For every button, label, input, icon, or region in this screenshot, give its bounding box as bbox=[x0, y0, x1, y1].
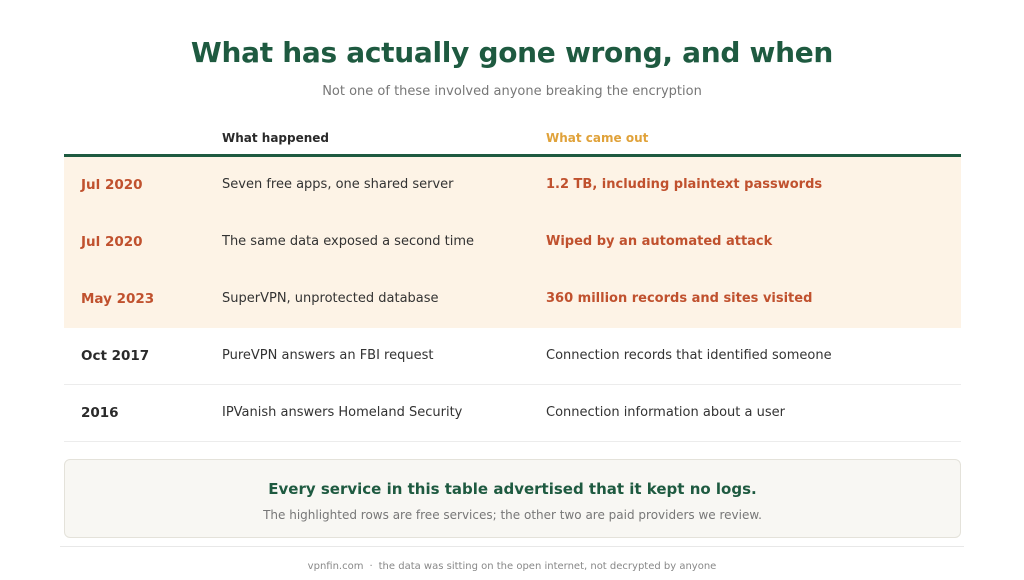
footer-separator: · bbox=[369, 561, 373, 572]
row-what-came-out: Wiped by an automated attack bbox=[546, 234, 773, 249]
row-date: 2016 bbox=[81, 405, 119, 421]
table-header bbox=[64, 126, 961, 157]
page-subtitle: Not one of these involved anyone breaking the encryption bbox=[322, 84, 702, 99]
row-what-happened: SuperVPN, unprotected database bbox=[222, 291, 439, 306]
no-logs-callout bbox=[64, 459, 961, 538]
row-what-happened: PureVPN answers an FBI request bbox=[222, 348, 434, 363]
callout-headline: Every service in this table advertised that it kept no logs. bbox=[268, 480, 757, 498]
column-header-what-happened: What happened bbox=[222, 131, 330, 145]
row-what-came-out: Connection information about a user bbox=[546, 405, 785, 420]
footer bbox=[0, 561, 1024, 572]
row-what-came-out: 1.2 TB, including plaintext passwords bbox=[546, 177, 823, 192]
table-row bbox=[64, 271, 961, 328]
incidents-table bbox=[64, 126, 961, 442]
table-row bbox=[64, 157, 961, 214]
table-row bbox=[64, 385, 961, 442]
row-date: Oct 2017 bbox=[81, 348, 150, 364]
footer-note: the data was sitting on the open internet, not decrypted by anyone bbox=[378, 561, 717, 572]
page-title: What has actually gone wrong, and when bbox=[190, 36, 834, 69]
row-date: May 2023 bbox=[81, 291, 155, 307]
footer-divider bbox=[60, 546, 964, 547]
row-what-happened: The same data exposed a second time bbox=[222, 234, 475, 249]
callout-body: The highlighted rows are free services; the other two are paid providers we review. bbox=[263, 508, 762, 522]
row-what-came-out: Connection records that identified someone bbox=[546, 348, 832, 363]
row-what-happened: IPVanish answers Homeland Security bbox=[222, 405, 463, 420]
table-row bbox=[64, 328, 961, 385]
row-date: Jul 2020 bbox=[81, 234, 143, 250]
row-what-came-out: 360 million records and sites visited bbox=[546, 291, 813, 306]
footer-site: vpnfin.com bbox=[307, 561, 364, 572]
table-row bbox=[64, 214, 961, 271]
row-date: Jul 2020 bbox=[81, 177, 143, 193]
row-what-happened: Seven free apps, one shared server bbox=[222, 177, 454, 192]
column-header-what-came-out: What came out bbox=[546, 131, 649, 145]
